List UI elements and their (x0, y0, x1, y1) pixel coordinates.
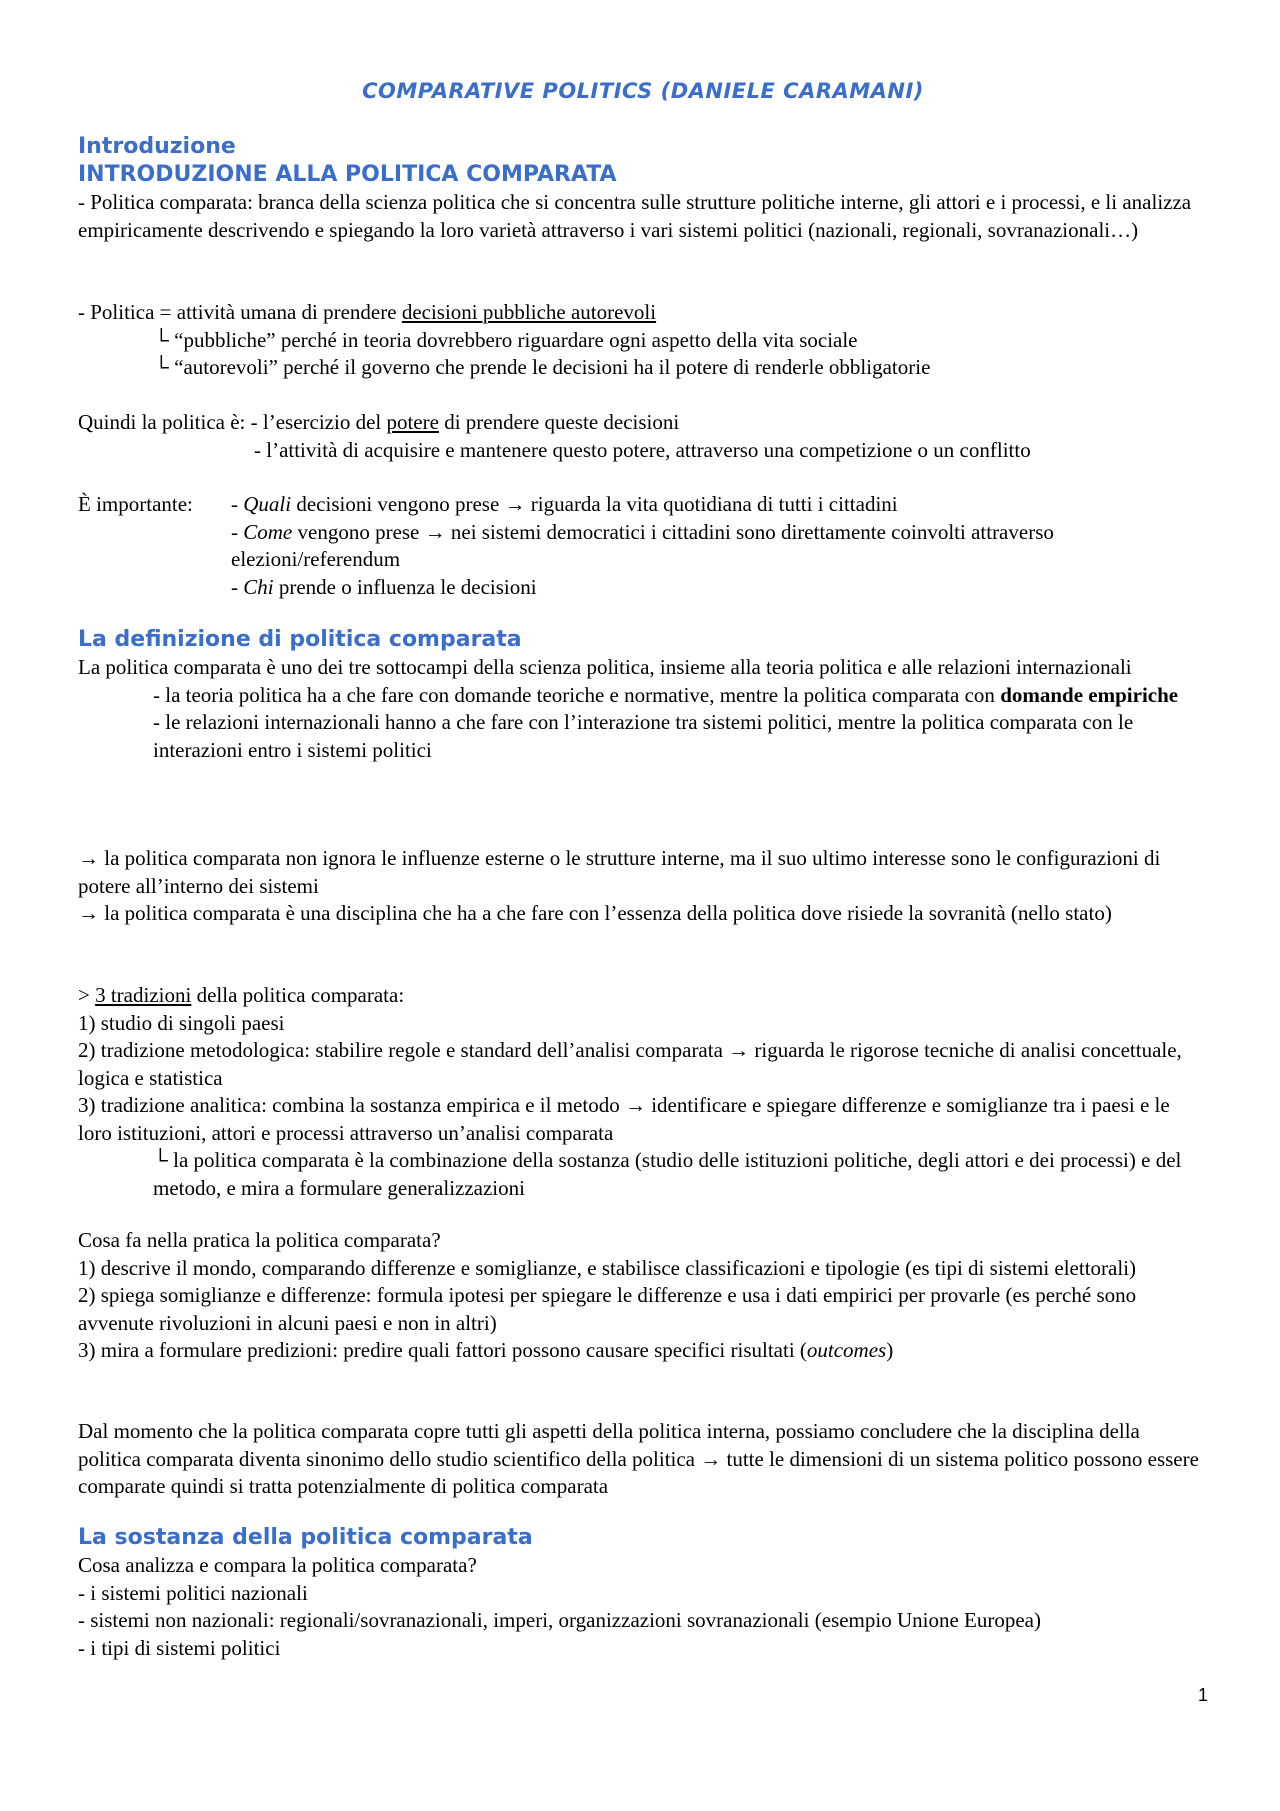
sub-point: └ “pubbliche” perché in teoria dovrebbero riguardare ogni aspetto della vita sociale (154, 327, 858, 352)
question: Cosa fa nella pratica la politica comparata? (78, 1228, 441, 1252)
politica-definition-block (78, 299, 1208, 382)
list-item: 2) spiega somiglianze e differenze: formula ipotesi per spiegare le differenze e usa i dati empirici per provarle (es perché sono avvenute rivoluzioni in alcuni paesi e non in altri) (78, 1283, 1137, 1335)
list-item: 1) studio di singoli paesi (78, 1010, 285, 1035)
importante-label: È importante: (78, 492, 193, 516)
pratica-block (78, 1227, 1208, 1365)
section-introduzione (78, 133, 1208, 244)
list-item: 3) mira a formulare predizioni: predire quali fattori possono causare specifici risultati (outcomes) (78, 1338, 894, 1362)
list-item: - Come vengono prese → nei sistemi democratici i cittadini sono direttamente coinvolti attraverso elezioni/referendum (231, 519, 1054, 571)
list-item: 1) descrive il mondo, comparando differenze e somiglianze, e stabilisce classificazioni e tipologie (es tipi di sistemi elettorali) (78, 1255, 1137, 1280)
section-heading: La sostanza della politica comparata (78, 1525, 533, 1550)
importante-list (231, 491, 1208, 601)
underlined-term: 3 tradizioni (95, 983, 192, 1007)
paragraph: Dal momento che la politica comparata copre tutti gli aspetti della politica interna, possiamo concludere che la disciplina della politica comparata diventa sinonimo dello studio scientifico della politica → tutte le dimensioni di un sistema politico possono essere comparate quindi si tratta potenzialmente di politica comparata (78, 1419, 1199, 1498)
section-definizione (78, 626, 1208, 764)
paragraph-definition: - Politica comparata: branca della scienza politica che si concentra sulle strutture politiche interne, gli attori e i processi, e li analizza empiricamente descrivendo e spiegando la loro varietà attraverso i vari sistemi politici (nazionali, regionali, sovranazionali…) (78, 190, 1192, 242)
section-heading: INTRODUZIONE ALLA POLITICA COMPARATA (78, 162, 617, 187)
list-item: - i sistemi politici nazionali (78, 1580, 308, 1605)
list-item: 2) tradizione metodologica: stabilire regole e standard dell’analisi comparata → riguarda le rigorose tecniche di analisi concettuale, logica e statistica (78, 1038, 1182, 1090)
page-number: 1 (1197, 1685, 1208, 1705)
sub-point: └ “autorevoli” perché il governo che prende le decisioni ha il potere di renderle obbligatorie (154, 355, 931, 379)
tradizioni-block (78, 982, 1208, 1202)
list-item: 3) tradizione analitica: combina la sostanza empirica e il metodo → identificare e spiegare differenze e somiglianze tra i paesi e le loro istituzioni, attori e processi attraverso un’analisi comparata (78, 1093, 1170, 1145)
politica-is-line: - l’attività di acquisire e mantenere questo potere, attraverso una competizione o un conflitto (254, 437, 1031, 462)
importante-block (78, 491, 1208, 601)
politica-is-block (78, 409, 1208, 464)
politica-is-line: Quindi la politica è: - l’esercizio del potere di prendere queste decisioni (78, 410, 680, 434)
arrow-point: → la politica comparata è una disciplina che ha a che fare con l’essenza della politica dove risiede la sovranità (nello stato) (78, 901, 1112, 925)
underlined-term: potere (386, 410, 439, 434)
arrow-point: → la politica comparata non ignora le influenze esterne o le strutture interne, ma il suo ultimo interesse sono le configurazioni di potere all’interno dei sistemi (78, 846, 1161, 898)
list-item: - sistemi non nazionali: regionali/sovranazionali, imperi, organizzazioni sovranazionali (esempio Unione Europea) (78, 1608, 1041, 1632)
underlined-term: decisioni pubbliche autorevoli (401, 300, 657, 324)
section-label: Introduzione (78, 134, 236, 159)
list-item: - i tipi di sistemi politici (78, 1635, 281, 1660)
sub-point: └ la politica comparata è la combinazione della sostanza (studio delle istituzioni politiche, degli attori e dei processi) e del metodo, e mira a formulare generalizzazioni (153, 1148, 1182, 1200)
politica-definition: - Politica = attività umana di prendere decisioni pubbliche autorevoli (78, 300, 657, 324)
list-item: - Quali decisioni vengono prese → riguarda la vita quotidiana di tutti i cittadini (231, 492, 898, 516)
sub-point: - la teoria politica ha a che fare con domande teoriche e normative, mentre la politica comparata con domande empiriche (153, 682, 1179, 707)
section-heading: La definizione di politica comparata (78, 627, 522, 652)
document-title: COMPARATIVE POLITICS (DANIELE CARAMANI) (362, 79, 924, 103)
section-sostanza (78, 1524, 1208, 1662)
arrows-block (78, 845, 1208, 928)
list-item: - Chi prende o influenza le decisioni (231, 574, 537, 599)
tradizioni-heading: > 3 tradizioni della politica comparata: (78, 983, 405, 1007)
sub-point: - le relazioni internazionali hanno a che fare con l’interazione tra sistemi politici, mentre la politica comparata con le interazioni entro i sistemi politici (153, 710, 1134, 762)
conclusion-block (78, 1418, 1208, 1501)
paragraph: La politica comparata è uno dei tre sottocampi della scienza politica, insieme alla teoria politica e alle relazioni internazionali (78, 655, 1132, 679)
paragraph: Cosa analizza e compara la politica comparata? (78, 1553, 477, 1577)
